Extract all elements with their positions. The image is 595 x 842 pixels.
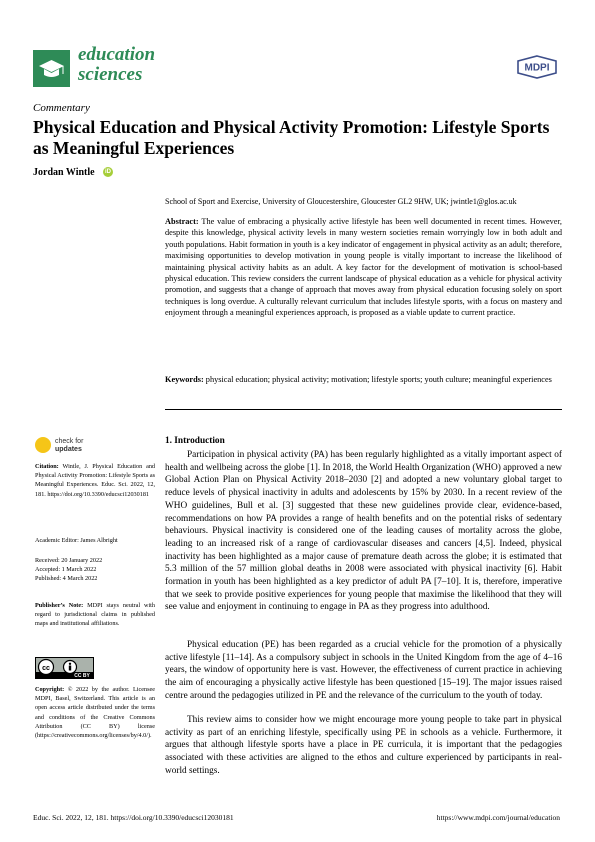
accepted-date: Accepted: 1 March 2022: [35, 566, 97, 574]
journal-name-line1: education: [78, 44, 156, 65]
journal-logo: [33, 50, 70, 87]
article-type: Commentary: [33, 102, 90, 114]
academic-editor: Academic Editor: James Albright: [35, 537, 118, 544]
citation: [35, 462, 155, 499]
copyright-text: © 2022 by the author. Licensee MDPI, Basel, Switzerland. This article is an open access article distributed under the terms and conditions of the Creative Commons Attribution (CC BY) license (https://creativecommons.org/licenses/by/4.0/).: [35, 686, 155, 740]
article-dates: [35, 556, 155, 584]
abstract-text: The value of embracing a physically active lifestyle has been well documented in recent times. However, despite this knowledge, physical activity levels in many western societies remain worryingly low in both adult and youth populations. Habit formation in youth is a key indicator of engagement in physical activity as an adult; therefore, maximising opportunities to develop motivation in young people is vitally important to increase the likelihood of maintaining physical activity habits as an adult. A key factor for the development of motivation is school-based physical education. This review considers the current landscape of physical education as a vehicle for physical activity promotion, and suggests that a change of approach that moves away from physical education focusing solely on sport techniques is long overdue. A culturally relevant curriculum that includes lifestyle sports, with a focus on mastery and enjoyment through a meaningful experiences approach, is proposed as a viable update to current practice.: [165, 217, 562, 318]
published-date: Published: 4 March 2022: [35, 575, 98, 583]
publisher-note-label: Publisher’s Note:: [35, 602, 84, 609]
orcid-icon[interactable]: iD: [105, 169, 111, 175]
section-heading-introduction: 1. Introduction: [165, 436, 225, 446]
citation-label: Citation:: [35, 463, 59, 470]
abstract-label: Abstract:: [165, 217, 199, 226]
mdpi-logo: [516, 55, 558, 79]
footer-journal-url[interactable]: https://www.mdpi.com/journal/education: [436, 813, 560, 822]
abstract: [165, 216, 562, 319]
body-paragraph: This review aims to consider how we might encourage more young people to take part in physical activity as part of an enriching lifestyle, specifically using PE in schools as a vehicle. Furthermore, it argues that although lifestyle sports have a place in PE curricula, it is important that the pedagogies associated with these activities are aligned to the ethos and culture experienced by participants in real-world settings.: [165, 715, 562, 776]
divider: [165, 409, 562, 410]
copyright-label: Copyright:: [35, 686, 65, 693]
keywords-label: Keywords:: [165, 375, 204, 384]
check-updates-line1: check for: [55, 438, 84, 445]
journal-name: [78, 45, 155, 85]
copyright: [35, 685, 155, 740]
article-title: Physical Education and Physical Activity Promotion: Lifestyle Sports as Meaningful Experiences: [33, 117, 550, 158]
body-paragraph: Physical education (PE) has been regarded as a crucial vehicle for the promotion of a physically active lifestyle [11–14]. As a compulsory subject in schools in the United Kingdom from the age of 4–16 years, the window of opportunity here is vast. However, the effectiveness of current practice in achieving the aim of encouraging a physically active lifestyle has been questioned [15–19]. The major issues raised centre around the pedagogies utilized in PE and the relevance of the curriculum to the youth of today.: [165, 640, 562, 701]
keywords-text: physical education; physical activity; motivation; lifestyle sports; youth culture; meaningful experiences: [205, 375, 552, 384]
received-date: Received: 20 January 2022: [35, 557, 103, 564]
svg-text:cc: cc: [42, 665, 50, 672]
check-updates-icon: [35, 437, 51, 453]
cc-by-license-badge[interactable]: [35, 657, 94, 679]
publisher-note-text: MDPI stays neutral with regard to jurisdictional claims in published maps and institutional affiliations.: [35, 602, 155, 628]
check-for-updates-button[interactable]: [35, 437, 125, 459]
publisher-note: [35, 601, 155, 629]
graduation-cap-icon: [33, 50, 70, 87]
journal-name-line2: sciences: [78, 64, 143, 85]
author-affiliation: School of Sport and Exercise, University of Gloucestershire, Gloucester GL2 9HW, UK; jwintle1@glos.ac.uk: [165, 197, 517, 206]
check-updates-line2: updates: [55, 446, 82, 453]
cc-license-text: CC BY: [74, 673, 90, 678]
mdpi-logo-text: MDPI: [524, 62, 550, 74]
citation-text[interactable]: Wintle, J. Physical Education and Physical Activity Promotion: Lifestyle Sports as Meaningful Experiences. Educ. Sci. 2022, 12, 181. https://doi.org/10.3390/educsci12030181: [35, 463, 156, 498]
author-name: Jordan Wintle: [33, 167, 95, 178]
footer-citation: Educ. Sci. 2022, 12, 181. https://doi.org/10.3390/educsci12030181: [33, 813, 234, 822]
keywords: [165, 374, 562, 385]
body-paragraph: Participation in physical activity (PA) has been regularly highlighted as a vitally important aspect of health and wellbeing across the globe [1]. In 2018, the World Health Organization (WHO) approved a new Global Action Plan on Physical Activity 2018–2030 [2] and adopted a new voluntary global target to reduce levels of physical inactivity in adults and adolescents by 15% by 2030. In a recent review of the WHO guidelines, Bull et al. [3] suggested that these new guidelines provide clear, evidence-based, recommendations on how PA provides a range of health benefits and on the potential risks of sedentary behaviours. Physical inactivity is considered one of the leading causes of mortality across the globe, leading to an increased risk of a range of cardiovascular diseases and cancers [4,5]. Indeed, physical inactivity has been highlighted as a major cause of premature death across the globe; it is estimated that 5.3 million of the 57 million global deaths in 2008 were associated with physical inactivity [6]. Habit formation in youth has been highlighted as a key predictor of adult PA [7–10]. It is, therefore, imperative that we seek to provide positive experiences for young people that maximise the likelihood that they will see value and enjoyment in continuing to engage in PA as they progress into adulthood.: [165, 450, 563, 613]
